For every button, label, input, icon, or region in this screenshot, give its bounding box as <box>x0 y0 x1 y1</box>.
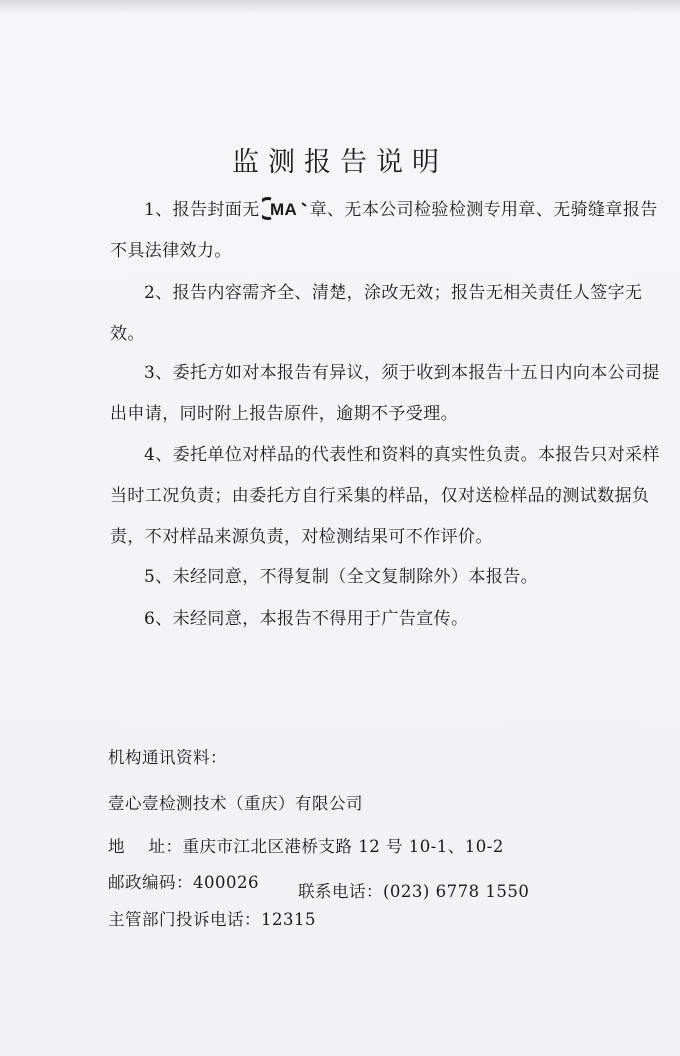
notice-item-4: 4、委托单位对样品的代表性和资料的真实性负责。本报告只对采样当时工况负责；由委托方自行采集的样品，仅对送检样品的测试数据负责，不对样品来源负责，对检测结果可不作评价。 <box>110 445 660 547</box>
page-fold-shadow <box>0 0 680 14</box>
address-label-1: 地 <box>108 837 149 856</box>
complaint-row <box>108 906 316 930</box>
address-label-2: 址： <box>148 837 183 856</box>
contact-heading: 机构通讯资料： <box>108 748 227 767</box>
page-title: 监测报告说明 <box>232 147 448 178</box>
postcode-row <box>108 869 259 893</box>
cma-mark-letters: MA <box>269 200 297 219</box>
complaint-label: 主管部门投诉电话： <box>108 910 261 929</box>
notice-item-6: 6、未经同意，本报告不得用于广告宣传。 <box>144 609 469 629</box>
postcode-value: 400026 <box>193 873 259 892</box>
address-value: 重庆市江北区港桥支路 12 号 10-1、10-2 <box>182 837 504 856</box>
company-name: 壹心壹检测技术（重庆）有限公司 <box>108 794 363 813</box>
notice-item-1 <box>110 190 662 272</box>
cma-mark-icon <box>262 196 308 221</box>
complaint-value: 12315 <box>261 910 316 929</box>
notice-item-5: 5、未经同意，不得复制（全文复制除外）本报告。 <box>144 567 539 587</box>
address-row <box>108 833 504 857</box>
phone-row <box>298 878 529 902</box>
notice-item-1-suffix: 章、无本公司检验检测专用章、无骑缝章报告不具法律效力。 <box>110 200 658 261</box>
phone-value: (023) 6778 1550 <box>383 882 530 901</box>
notice-item-2: 2、报告内容需齐全、清楚，涂改无效；报告无相关责任人签字无效。 <box>110 283 643 344</box>
phone-label: 联系电话： <box>298 882 383 901</box>
notice-item-3: 3、委托方如对本报告有异议，须于收到本报告十五日内向本公司提出申请，同时附上报告原件，逾期不予受理。 <box>110 363 660 424</box>
notice-item-1-prefix: 1、报告封面无 <box>144 200 260 220</box>
postcode-label: 邮政编码： <box>108 873 193 892</box>
